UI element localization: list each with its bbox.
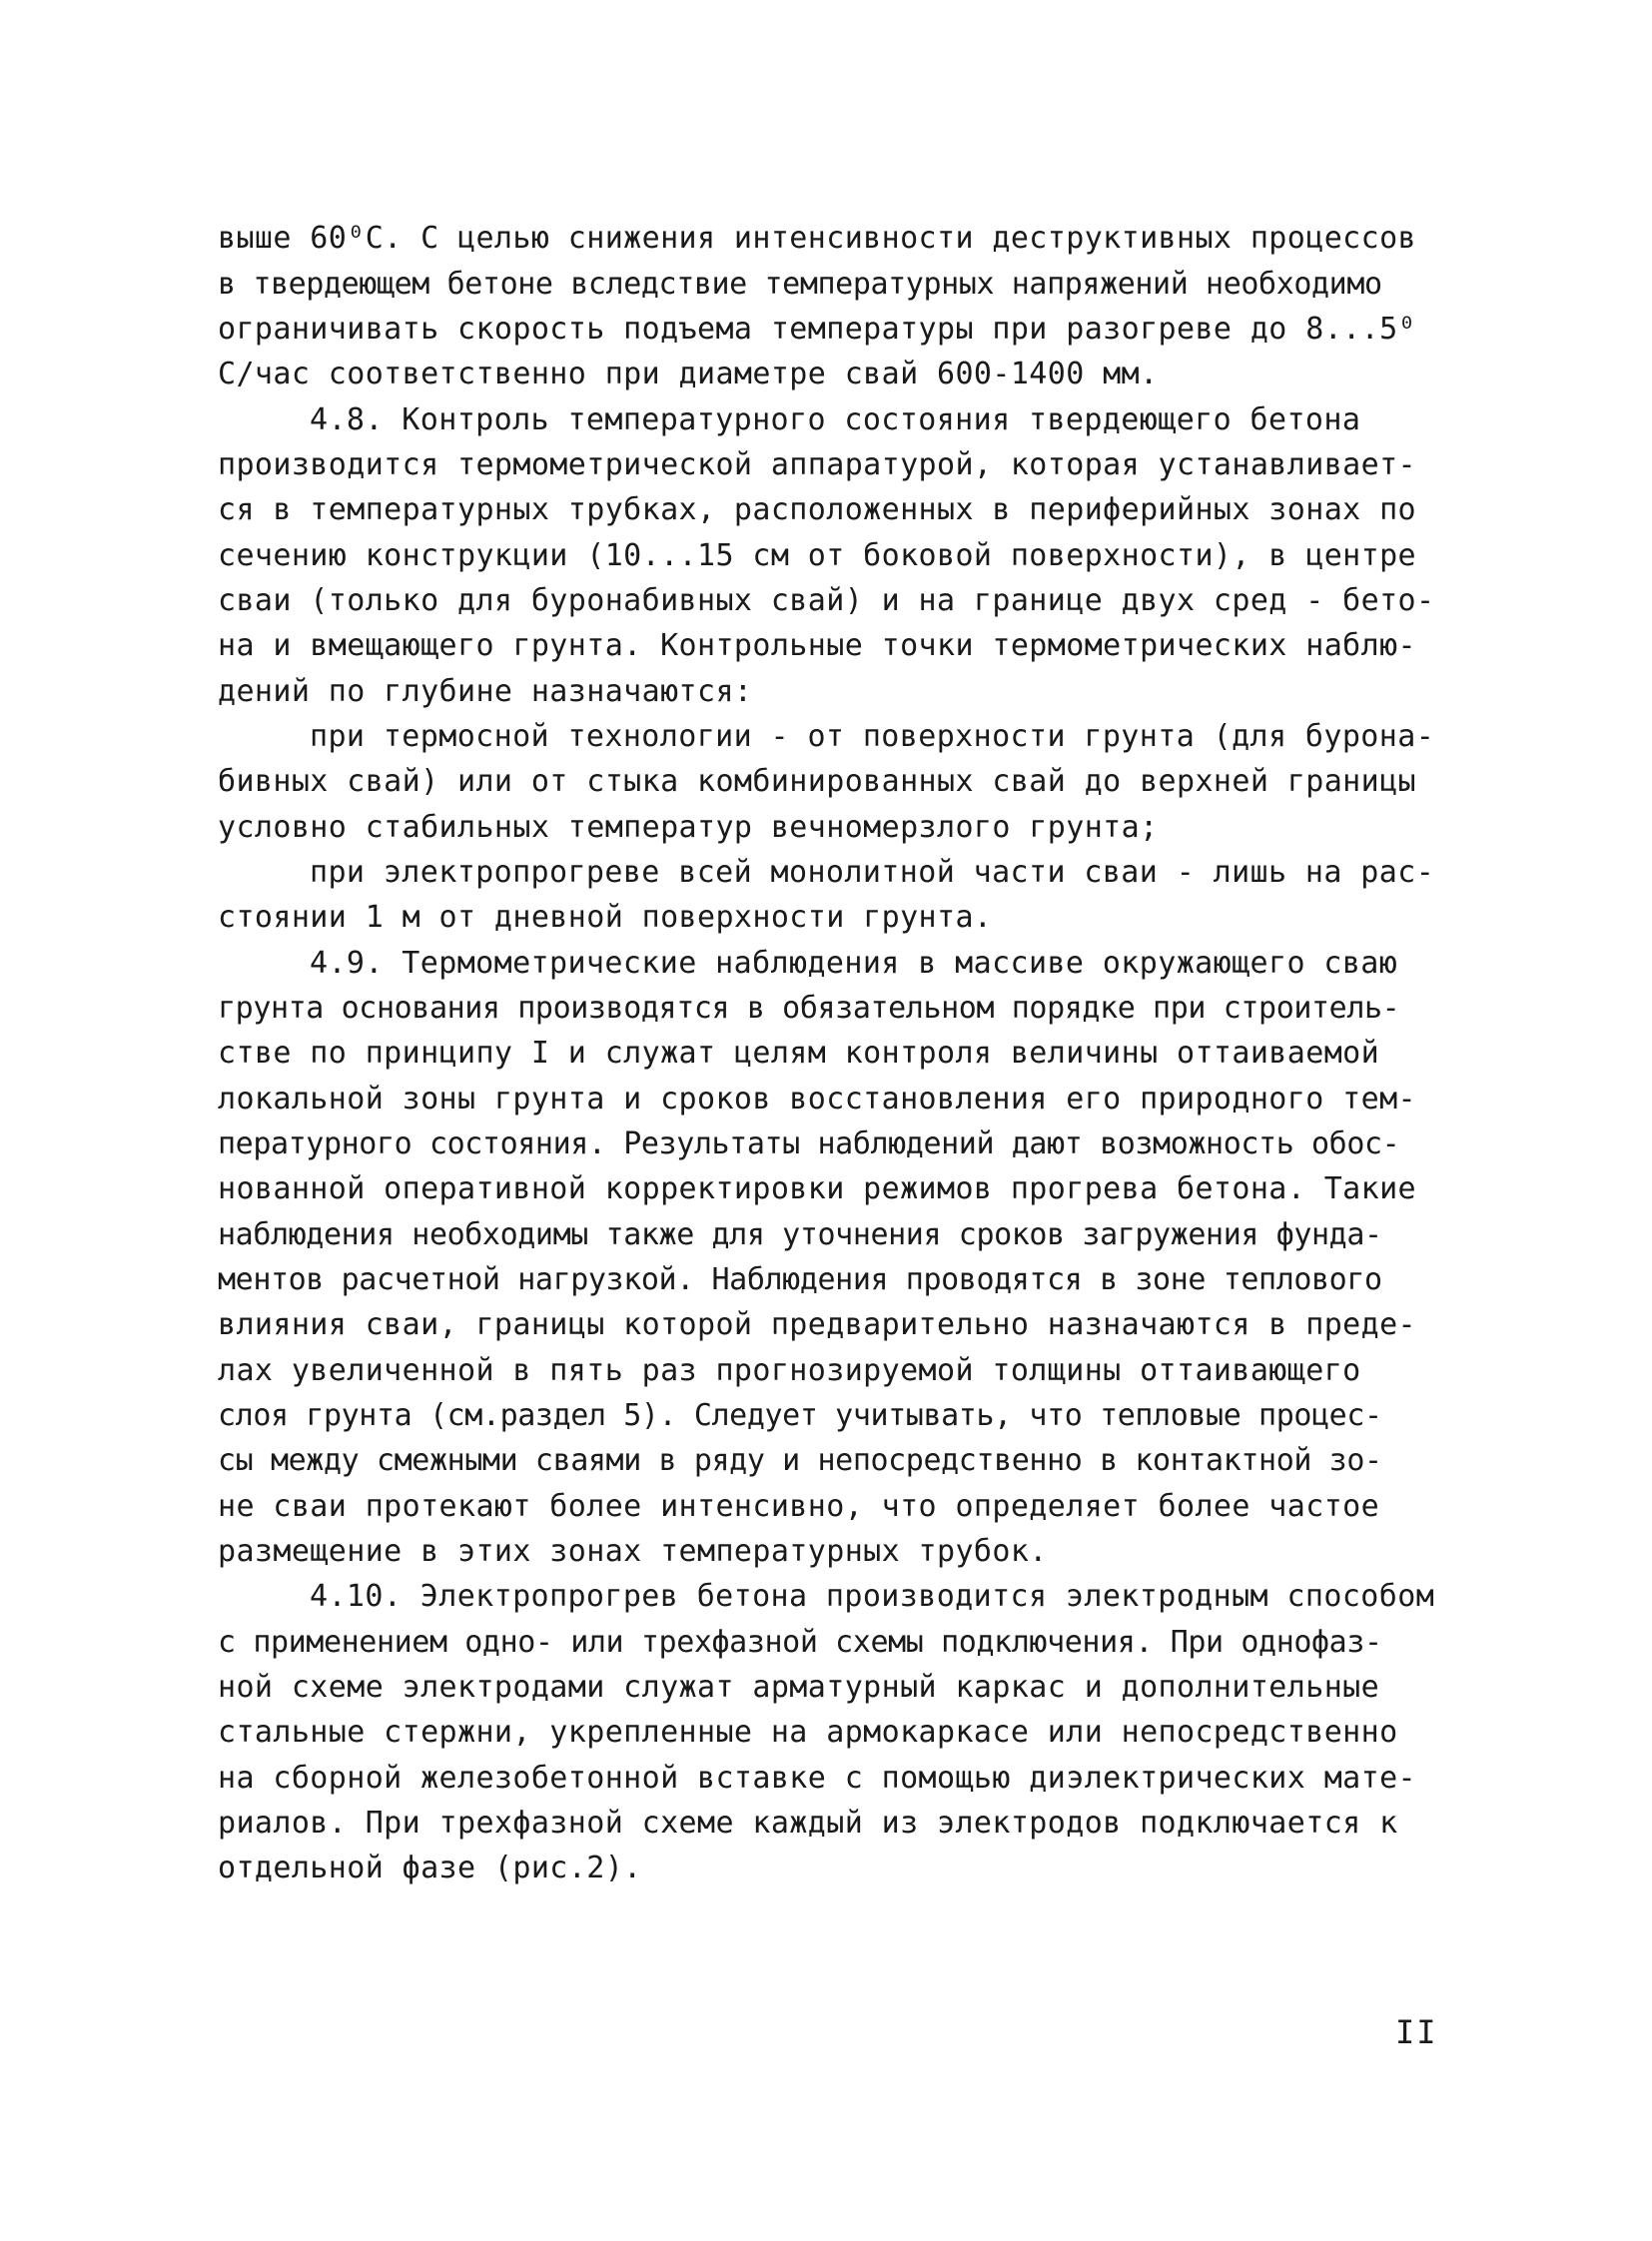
- text-line: при термосной технологии - от поверхности грунта (для бурона-: [310, 719, 1435, 754]
- text-line: лах увеличенной в пять раз прогнозируемой толщины оттаивающего: [218, 1353, 1361, 1388]
- text-line: наблюдения необходимы также для уточнения сроков загружения фунда-: [218, 1217, 1382, 1252]
- text-line: сечению конструкции (10...15 см от боковой поверхности), в центре: [218, 538, 1416, 573]
- text-line: производится термометрической аппаратурой, которая устанавливает-: [218, 447, 1416, 482]
- text-line: локальной зоны грунта и сроков восстановления его природного тем-: [218, 1082, 1416, 1117]
- text-line: пературного состояния. Результаты наблюдений дают возможность обос-: [218, 1126, 1400, 1161]
- text-line: сы между смежными сваями в ряду и непосредственно в контактной зо-: [218, 1443, 1382, 1478]
- text-line: с применением одно- или трехфазной схемы подключения. При однофаз-: [218, 1625, 1382, 1660]
- text-line: на сборной железобетонной вставке с помощью диэлектрических мате-: [218, 1761, 1416, 1796]
- text-line: слоя грунта (см.раздел 5). Следует учитывать, что тепловые процес-: [218, 1398, 1382, 1433]
- text-line: 4.8. Контроль температурного состояния твердеющего бетона: [310, 402, 1361, 437]
- text-line: сваи (только для буронабивных свай) и на границе двух сред - бето-: [218, 583, 1435, 618]
- text-line: условно стабильных температур вечномерзлого грунта;: [218, 810, 1159, 845]
- text-line: бивных свай) или от стыка комбинированных свай до верхней границы: [218, 764, 1416, 799]
- page-number: II: [1395, 2013, 1438, 2051]
- text-line: нованной оперативной корректировки режимов прогрева бетона. Такие: [218, 1171, 1416, 1206]
- text-line: стоянии 1 м от дневной поверхности грунта.: [218, 900, 993, 935]
- text-line: ся в температурных трубках, расположенных в периферийных зонах по: [218, 492, 1416, 527]
- text-line: 4.9. Термометрические наблюдения в массиве окружающего сваю: [310, 946, 1398, 981]
- text-line: на и вмещающего грунта. Контрольные точки термометрических наблю-: [218, 628, 1416, 663]
- text-line: дений по глубине назначаются:: [218, 674, 753, 709]
- text-line: риалов. При трехфазной схеме каждый из электродов подключается к: [218, 1806, 1398, 1841]
- text-line: размещение в этих зонах температурных трубок.: [218, 1534, 1048, 1569]
- text-line: в твердеющем бетоне вследствие температурных напряжений необходимо: [218, 267, 1382, 302]
- text-line: влияния сваи, границы которой предварительно назначаются в преде-: [218, 1307, 1416, 1342]
- text-line: ной схеме электродами служат арматурный каркас и дополнительные: [218, 1670, 1380, 1705]
- text-line: стальные стержни, укрепленные на армокаркасе или непосредственно: [218, 1715, 1398, 1750]
- text-line: С/час соответственно при диаметре свай 600-1400 мм.: [218, 357, 1159, 391]
- text-line: ментов расчетной нагрузкой. Наблюдения проводятся в зоне теплового: [218, 1262, 1382, 1297]
- text-line: грунта основания производятся в обязательном порядке при строитель-: [218, 991, 1400, 1026]
- text-line: стве по принципу I и служат целям контроля величины оттаиваемой: [218, 1036, 1380, 1071]
- text-line: при электропрогреве всей монолитной части сваи - лишь на рас-: [310, 855, 1435, 890]
- text-line: ограничивать скорость подъема температуры при разогреве до 8...5⁰: [218, 312, 1416, 347]
- text-line: выше 60⁰С. С целью снижения интенсивности деструктивных процессов: [218, 221, 1416, 256]
- text-line: отдельной фазе (рис.2).: [218, 1851, 642, 1885]
- text-line: 4.10. Электропрогрев бетона производится электродным способом: [310, 1579, 1435, 1614]
- text-line: не сваи протекают более интенсивно, что определяет более частое: [218, 1489, 1380, 1524]
